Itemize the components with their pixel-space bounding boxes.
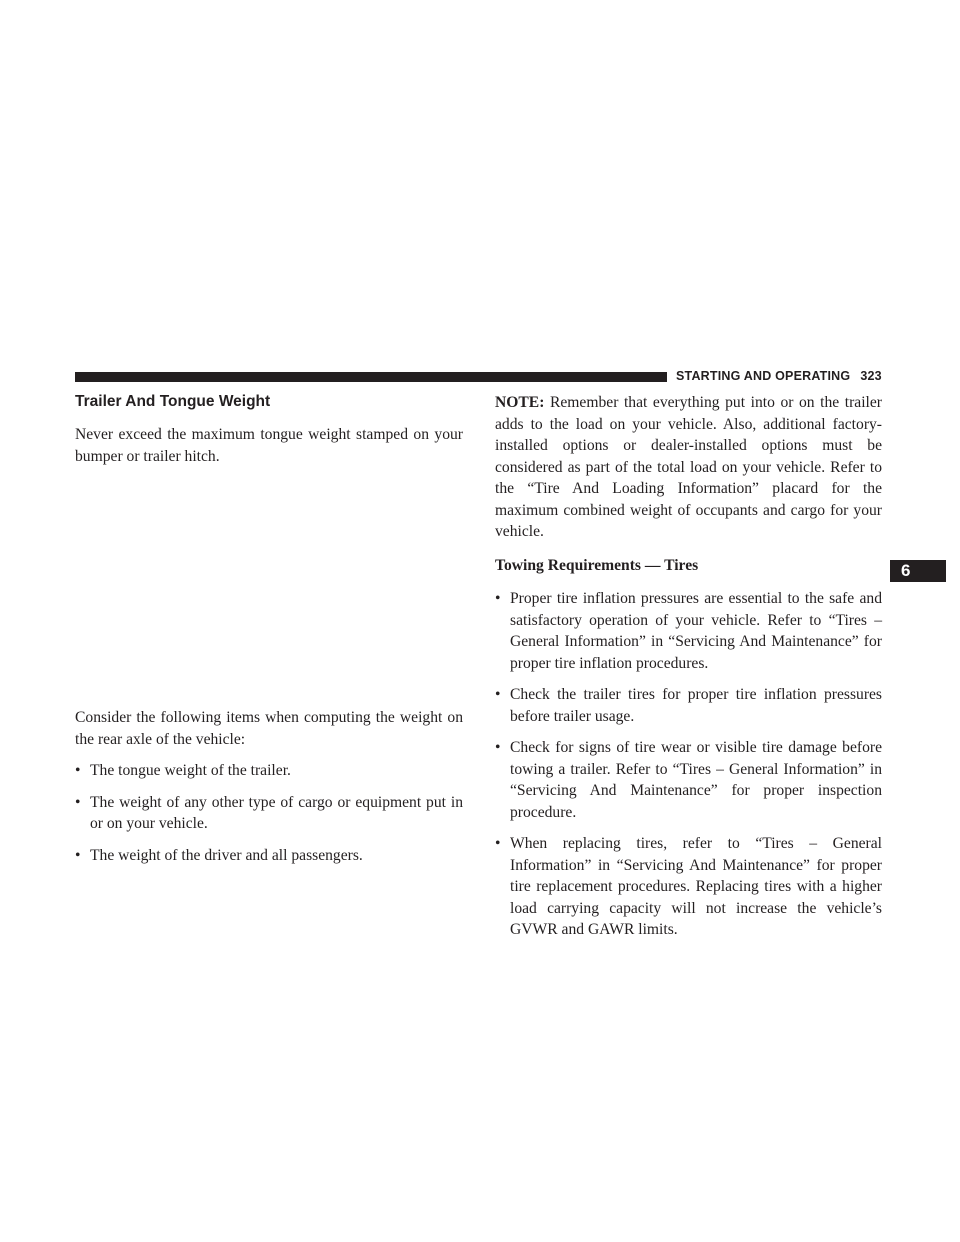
- right-column: [495, 392, 882, 951]
- consider-paragraph: Consider the following items when computing the weight on the rear axle of the vehicle:: [75, 709, 463, 748]
- subsection-title: Towing Requirements — Tires: [495, 556, 699, 574]
- bullet-icon: •: [75, 846, 81, 864]
- intro-paragraph: Never exceed the maximum tongue weight stamped on your bumper or trailer hitch.: [75, 426, 463, 465]
- page-number: 323: [860, 369, 882, 383]
- list-item: • Proper tire inflation pressures are essential to the safe and satisfactory operation of your vehicle. Refer to “Tires – General Information” in “Servicing And Maintenance” for proper tire inflation procedures.: [495, 590, 882, 672]
- header-rule: [75, 372, 667, 382]
- section-name: STARTING AND OPERATING: [676, 369, 851, 383]
- chapter-tab: 6: [890, 560, 946, 582]
- note-paragraph: [495, 392, 882, 543]
- list-item: • When replacing tires, refer to “Tires – General Information” in “Servicing And Maintenance” for proper tire replacement procedures. Replacing tires with a higher load carrying capacity will not increase the vehicle’s GVWR and GAWR limits.: [495, 835, 882, 938]
- bullet-icon: •: [495, 590, 501, 607]
- list-item: • The weight of the driver and all passengers.: [75, 845, 463, 867]
- tire-requirements-list: [495, 588, 882, 941]
- running-header: [676, 369, 886, 383]
- bullet-icon: •: [495, 739, 501, 756]
- bullet-icon: •: [75, 762, 81, 779]
- left-column: [75, 392, 463, 876]
- figure-space: [75, 477, 463, 707]
- weight-items-list: [75, 760, 463, 866]
- section-title: Trailer And Tongue Weight: [75, 393, 271, 410]
- note-label: NOTE:: [495, 394, 545, 411]
- bullet-icon: •: [75, 793, 81, 811]
- list-item: • Check the trailer tires for proper tire inflation pressures before trailer usage.: [495, 686, 882, 725]
- bullet-icon: •: [495, 686, 501, 703]
- list-item: • The weight of any other type of cargo or equipment put in or on your vehicle.: [75, 793, 463, 832]
- note-text: Remember that everything put into or on the trailer adds to the load on your vehicle. Also, additional factory-installed options or dealer-installed options must be considered as part of the total load on your vehicle. Refer to the “Tire And Loading Information” placard for the maximum combined weight of occupants and cargo for your vehicle.: [495, 394, 883, 540]
- list-item: • Check for signs of tire wear or visible tire damage before towing a trailer. Refer to “Tires – General Information” in “Servicing And Maintenance” for proper inspection procedure.: [495, 739, 882, 821]
- list-item: • The tongue weight of the trailer.: [75, 760, 463, 782]
- bullet-icon: •: [495, 835, 501, 852]
